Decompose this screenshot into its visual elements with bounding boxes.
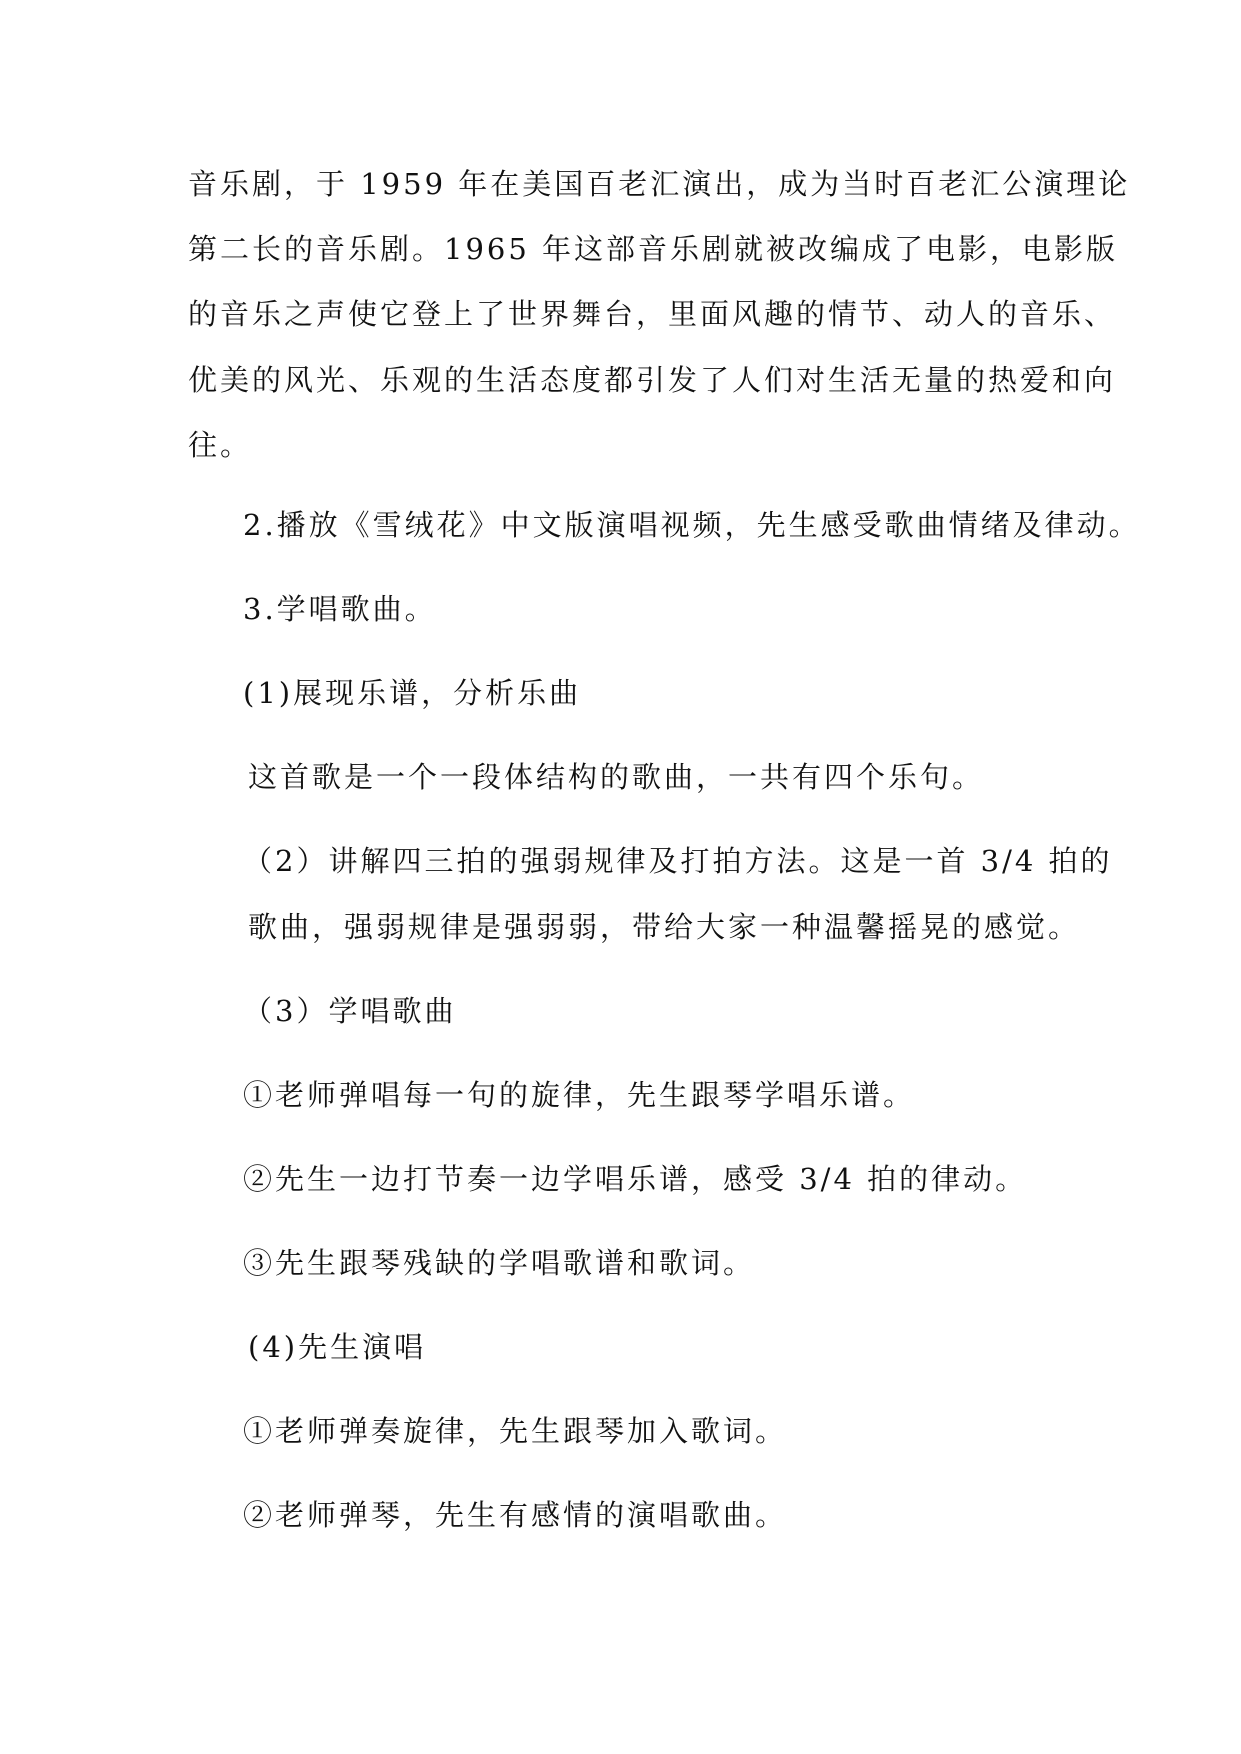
step-2-text: 2.播放《雪绒花》中文版演唱视频，先生感受歌曲情绪及律动。 (243, 508, 1141, 542)
sub-step-3-item-3: ③先生跟琴残缺的学唱歌谱和歌词。 (243, 1246, 756, 1280)
sub-step-3-item-2: ②先生一边打节奏一边学唱乐谱，感受 3/4 拍的律动。 (243, 1162, 1028, 1196)
sub-step-4-title: (4)先生演唱 (248, 1330, 427, 1364)
intro-paragraph-line-3: 的音乐之声使它登上了世界舞台，里面风趣的情节、动人的音乐、 (188, 297, 1117, 331)
intro-paragraph-line-5: 往。 (188, 428, 253, 462)
sub-step-2-line-2: 歌曲，强弱规律是强弱弱，带给大家一种温馨摇晃的感觉。 (248, 910, 1081, 944)
intro-paragraph-line-1: 音乐剧，于 1959 年在美国百老汇演出，成为当时百老汇公演理论 (188, 167, 1131, 201)
sub-step-4-item-1: ①老师弹奏旋律，先生跟琴加入歌词。 (243, 1414, 788, 1448)
intro-paragraph-line-4: 优美的风光、乐观的生活态度都引发了人们对生活无量的热爱和向 (188, 363, 1117, 397)
sub-step-4-item-2: ②老师弹琴，先生有感情的演唱歌曲。 (243, 1498, 788, 1532)
intro-paragraph-line-2: 第二长的音乐剧。1965 年这部音乐剧就被改编成了电影，电影版 (188, 232, 1119, 266)
sub-step-1-text: 这首歌是一个一段体结构的歌曲，一共有四个乐句。 (248, 760, 985, 794)
sub-step-3-item-1: ①老师弹唱每一句的旋律，先生跟琴学唱乐谱。 (243, 1078, 916, 1112)
sub-step-1-title: (1)展现乐谱，分析乐曲 (243, 676, 582, 710)
sub-step-3-title: （3）学唱歌曲 (243, 994, 457, 1028)
sub-step-2-line-1: （2）讲解四三拍的强弱规律及打拍方法。这是一首 3/4 拍的 (243, 844, 1113, 878)
step-3-text: 3.学唱歌曲。 (243, 592, 437, 626)
